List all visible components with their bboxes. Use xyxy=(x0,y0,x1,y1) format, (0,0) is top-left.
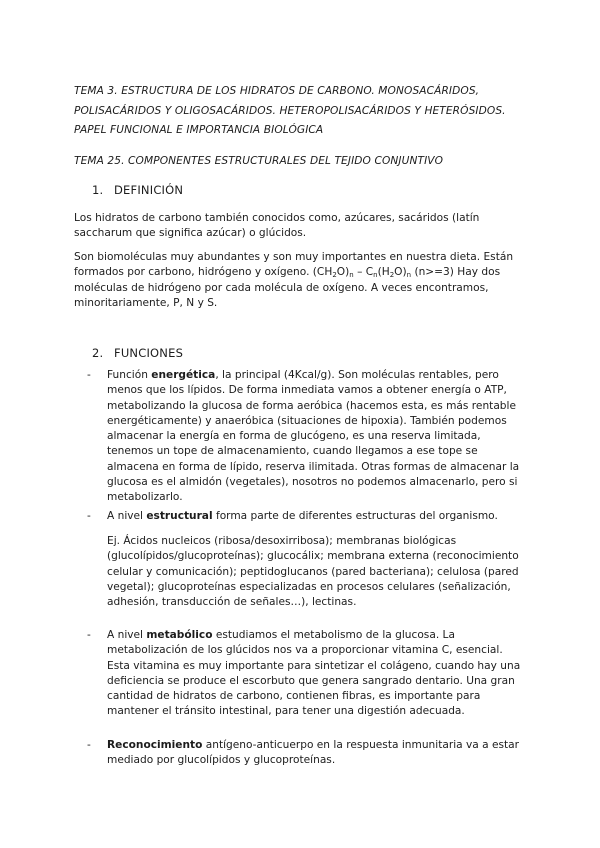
bullet-estructural: - A nivel estructural forma parte de diferentes estructuras del organismo. xyxy=(87,509,527,524)
bullet-dash: - xyxy=(87,739,91,751)
bullet-metabolico: - A nivel metabólico estudiamos el metabolismo de la glucosa. La metabolización de los glúcidos nos va a proporcionar vitamina C, esencial. Esta vitamina es muy importante para sintetizar el colágeno, cuando hay una deficiencia se produce el escorbuto que genera sangrado dentario. Una gran cantidad de hidratos de carbono, contienen fibras, es importante para mantener el tránsito intestinal, para tener una digestión adecuada. xyxy=(87,629,521,718)
section1-heading xyxy=(92,183,183,197)
section2-heading xyxy=(92,346,183,360)
definition-paragraph-1: Los hidratos de carbono también conocidos como, azúcares, sacáridos (latín saccharum que significa azúcar) o glúcidos. xyxy=(74,212,480,240)
bullet-energetica: - Función energética, la principal (4Kcal/g). Son moléculas rentables, pero menos que los lípidos. De forma inmediata vamos a obtener energía o ATP, metabolizando la glucosa de forma aeróbica (hacemos esta, es más rentable energéticamente) y anaeróbica (situaciones de hipoxia). También podemos almacenar la energía en forma de glucógeno, es una reserva limitada, tenemos un tope de almacenamiento, cuando llegamos a ese tope se almacena en forma de lípido, reserva ilimitada. Otras formas de almacenar la glucosa es el almidón (vegetales), nosotros no podemos almacenarlo, pero si metabolizarlo. xyxy=(87,369,520,504)
tema25-title: TEMA 25. COMPONENTES ESTRUCTURALES DEL TEJIDO CONJUNTIVO xyxy=(74,155,444,167)
section1-number: 1. xyxy=(92,183,104,197)
bullet-dash: - xyxy=(87,369,91,381)
bullet-dash: - xyxy=(87,629,91,641)
tema3-title: TEMA 3. ESTRUCTURA DE LOS HIDRATOS DE CARBONO. MONOSACÁRIDOS, POLISACÁRIDOS Y OLIGOSACÁRIDOS. HETEROPOLISACÁRIDOS Y HETERÓSIDOS. PAPEL FUNCIONAL E IMPORTANCIA BIOLÓGICA xyxy=(74,85,506,136)
estructural-example: Ej. Ácidos nucleicos (ribosa/desoxirribosa); membranas biológicas (glucolípidos/glucoproteínas); glucocálix; membrana externa (reconocimiento celular y comunicación); peptidoglucanos (pared bacteriana); celulosa (pared vegetal); glucoproteínas especializadas en procesos celulares (señalización, adhesión, transducción de señales…), lectinas. xyxy=(107,535,519,609)
bullet-dash: - xyxy=(87,510,91,522)
section2-number: 2. xyxy=(92,346,104,360)
section2-heading-text: FUNCIONES xyxy=(114,346,184,360)
bullet-reconocimiento: - Reconocimiento antígeno-anticuerpo en la respuesta inmunitaria va a estar mediado por glucolípidos y glucoproteínas. xyxy=(87,739,520,767)
definition-paragraph-2: Son biomoléculas muy abundantes y son muy importantes en nuestra dieta. Están formados por carbono, hidrógeno y oxígeno. $(CH_2O)_n - C_n(H_2O)_n$ (n>=3) Hay dos moléculas de hidrógeno por cada molécula de oxígeno. A veces encontramos, minoritariamente, P, N y S. xyxy=(74,251,514,309)
section1-heading-text: DEFINICIÓN xyxy=(114,183,184,197)
